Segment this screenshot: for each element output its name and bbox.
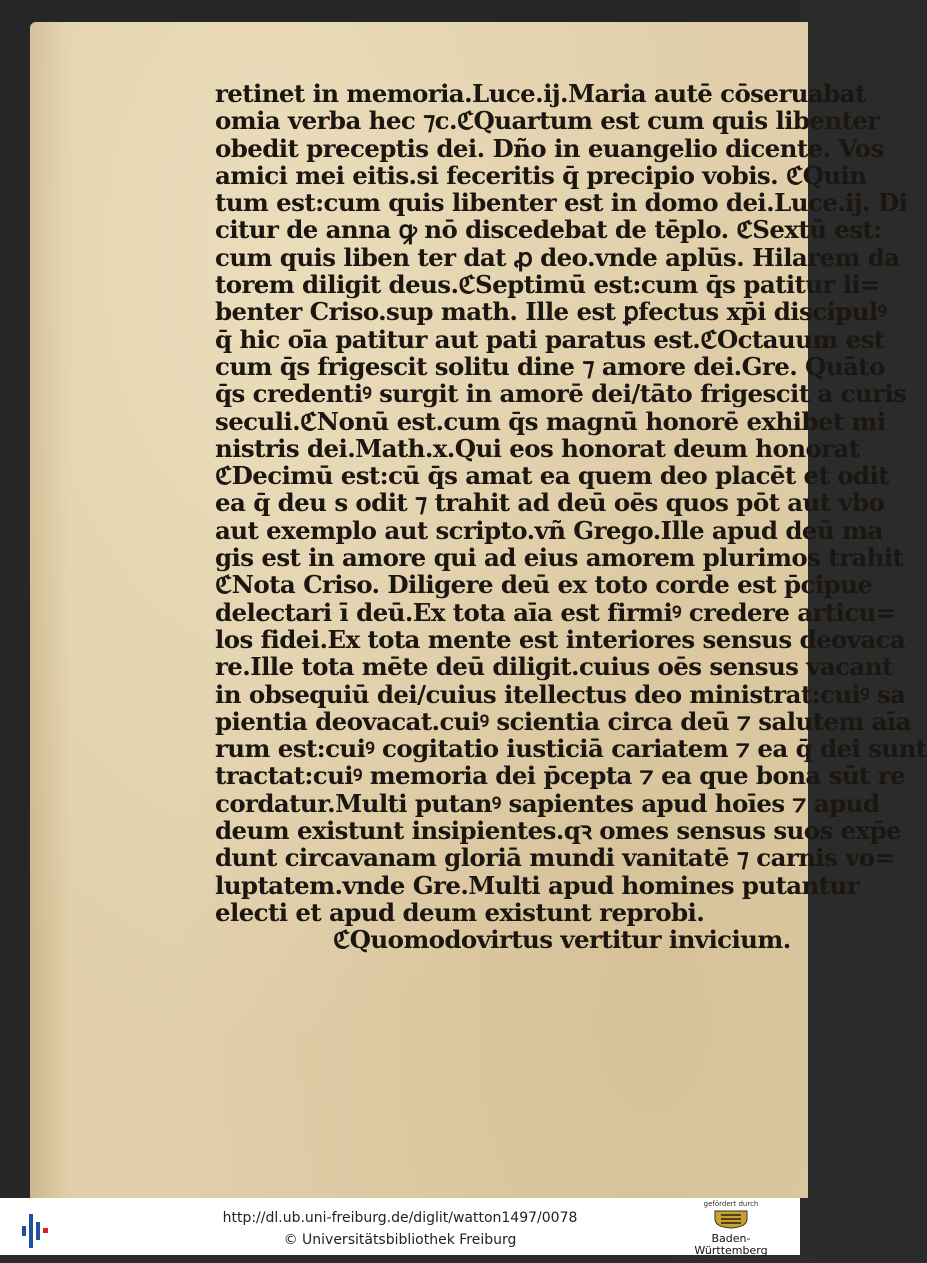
- funder-logo: [676, 1200, 813, 1262]
- text-line: omia verba hec ⁊c.ℭQuartum est cum quis libenter: [215, 106, 880, 136]
- funder-label: gefördert durch: [703, 1200, 759, 1208]
- text-line: benter Criso.sup math. Ille est ꝑfectus xp̄i discipulꝰ: [215, 297, 887, 327]
- text-line: delectari ī deū.Ex tota aīa est firmiꝰ credere articu=: [215, 597, 896, 627]
- text-line: retinet in memoria.Luce.ij.Maria autē cōseruabat: [215, 79, 866, 108]
- page-url[interactable]: http://dl.ub.uni-freiburg.de/diglit/watton1497/0078: [222, 1210, 578, 1226]
- text-line: nistris dei.Math.x.Qui eos honorat deum honorat: [215, 433, 860, 463]
- text-line: ℭNota Criso. Diligere deū ex toto corde est p̄cipue: [215, 570, 873, 600]
- text-line: aut exemplo aut scripto.vñ Grego.Ille apud deū ma: [215, 515, 883, 545]
- funder-name: Baden-Württemberg: [694, 1232, 768, 1257]
- text-line: ea q̄ deu s odit ⁊ trahit ad deū oēs quos pōt aut vbo: [215, 488, 885, 518]
- text-line: electi et apud deum existunt reprobi.: [215, 897, 705, 927]
- text-line: q̄s credentiꝰ surgit in amorē dei/tāto frigescit a curis: [215, 379, 907, 409]
- text-line: torem diligit deus.ℭSeptimū est:cum q̄s patitur li=: [215, 270, 881, 300]
- book-page: [30, 22, 927, 1198]
- text-line: seculi.ℭNonū est.cum q̄s magnū honorē exhibet mi: [215, 406, 886, 436]
- page-text-block: [215, 79, 927, 955]
- text-line: los fidei.Ex tota mente est interiores sensus deovaca: [215, 624, 906, 654]
- text-line: citur de anna ꝙ nō discedebat de tēplo. ℭSextū est:: [215, 215, 882, 245]
- footer: [0, 1198, 813, 1262]
- text-line: luptatem.vnde Gre.Multi apud homines putantur: [215, 870, 860, 900]
- funder-ministry: MINISTERIUM FÜR WISSENSCHAFT, FORSCHUNG UND KUNST: [676, 1257, 813, 1262]
- coat-of-arms-icon: [711, 1209, 751, 1229]
- text-line: cum quis liben ter dat ꝓ deo.vnde aplūs. Hilarem da: [215, 242, 900, 272]
- text-line: tractat:cuiꝰ memoria dei p̄cepta ⁊ ea que bona sūt re: [215, 761, 905, 791]
- text-line: amici mei eitis.si feceritis q̄ precipio vobis. ℭQuin: [215, 160, 867, 190]
- text-line: dunt circavanam gloriā mundi vanitatē ⁊ carnis vo=: [215, 843, 895, 873]
- text-line: tum est:cum quis libenter est in domo dei.Luce.ij. Di: [215, 188, 908, 218]
- text-line: cordatur.Multi putanꝰ sapientes apud hoīes ⁊ apud: [215, 788, 880, 818]
- copyright-notice: © Universitätsbibliothek Freiburg: [283, 1232, 517, 1248]
- text-line: ℭQuomodovirtus vertitur invicium.: [333, 925, 791, 955]
- text-line: deum existunt insipientes.qꝛ omes sensus suos exp̄e: [215, 816, 902, 846]
- text-line: cum q̄s frigescit solitu dine ⁊ amore dei.Gre. Quāto: [215, 351, 885, 381]
- text-line: q̄ hic oīa patitur aut pati paratus est.ℭOctauum est: [215, 324, 885, 354]
- text-line: rum est:cuiꝰ cogitatio iusticiā cariatem ⁊ ea q̄ dei sunt: [215, 734, 927, 764]
- text-line: in obsequiū dei/cuius itellectus deo ministrat:cuiꝰ sa: [215, 679, 906, 709]
- text-line: re.Ille tota mēte deū diligit.cuius oēs sensus vacant: [215, 652, 893, 682]
- text-line: gis est in amore qui ad eius amorem plurimos trahit: [215, 543, 904, 573]
- text-line: pientia deovacat.cuiꝰ scientia circa deū ⁊ salutem aīa: [215, 706, 911, 736]
- text-line: ℭDecimū est:cū q̄s amat ea quem deo placēt et odit: [215, 461, 889, 491]
- text-line: obedit preceptis dei. Dño in euangelio dicente. Vos: [215, 133, 884, 163]
